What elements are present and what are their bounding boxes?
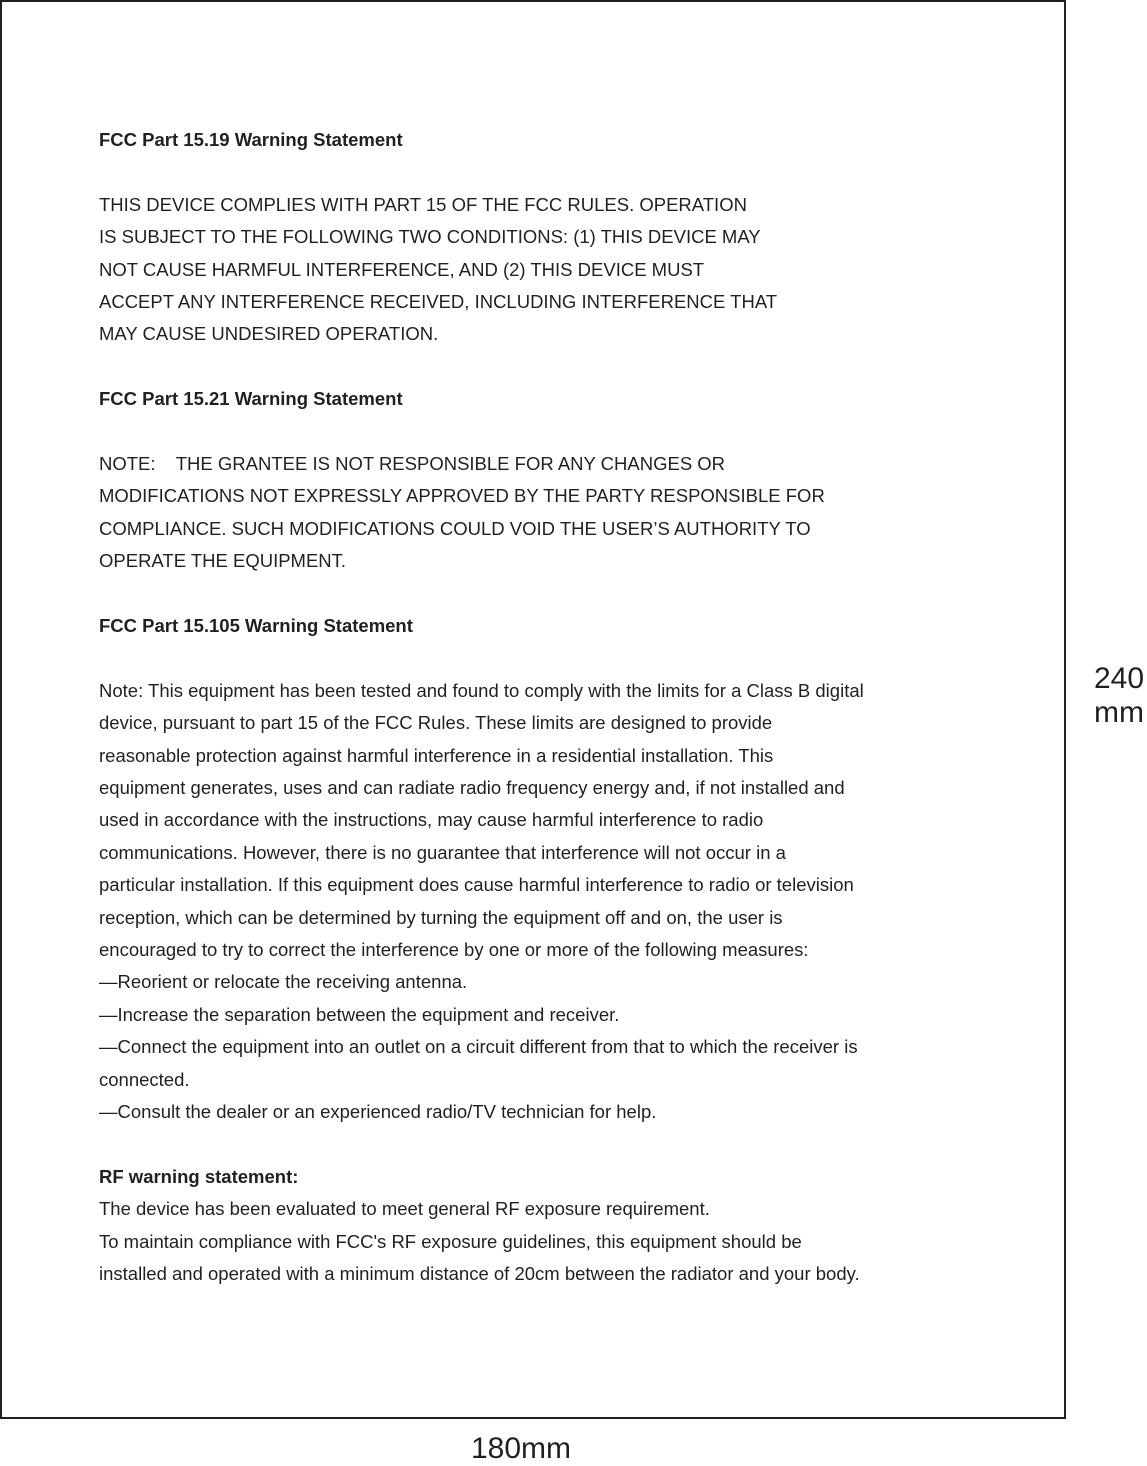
section-heading: RF warning statement: (99, 1165, 299, 1187)
width-dimension-label: 180mm (471, 1432, 572, 1465)
paragraph-line: The device has been evaluated to meet general RF exposure requirement. (99, 1198, 710, 1220)
paragraph-line: reception, which can be determined by turning the equipment off and on, the user is (99, 906, 783, 928)
paragraph-line: encouraged to try to correct the interference by one or more of the following measures: (99, 939, 809, 961)
section-heading: FCC Part 15.105 Warning Statement (99, 615, 413, 637)
section-rf-warning (99, 1161, 999, 1291)
section-heading: FCC Part 15.21 Warning Statement (99, 388, 403, 410)
measure-item: —Reorient or relocate the receiving antenna. (99, 971, 468, 993)
paragraph-line: reasonable protection against harmful interference in a residential installation. This (99, 744, 774, 766)
paragraph-line: used in accordance with the instructions, may cause harmful interference to radio (99, 809, 764, 831)
paragraph-line: communications. However, there is no guarantee that interference will not occur in a (99, 841, 786, 863)
paragraph-line: Note: This equipment has been tested and found to comply with the limits for a Class B digital (99, 679, 864, 701)
paragraph-line: MAY CAUSE UNDESIRED OPERATION. (99, 323, 439, 345)
paragraph-line: MODIFICATIONS NOT EXPRESSLY APPROVED BY THE PARTY RESPONSIBLE FOR (99, 485, 825, 507)
paragraph-line: NOTE: THE GRANTEE IS NOT RESPONSIBLE FOR ANY CHANGES OR (99, 453, 726, 475)
section-fcc-15-21 (99, 383, 999, 577)
section-heading: FCC Part 15.19 Warning Statement (99, 129, 403, 150)
section-fcc-15-19 (99, 124, 999, 351)
paragraph-line: THIS DEVICE COMPLIES WITH PART 15 OF THE FCC RULES. OPERATION (99, 193, 747, 215)
measure-item: —Consult the dealer or an experienced radio/TV technician for help. (99, 1101, 657, 1123)
height-dimension-value: 240 (1094, 662, 1145, 695)
measure-item: connected. (99, 1068, 190, 1090)
measure-item: —Increase the separation between the equipment and receiver. (99, 1003, 620, 1025)
paragraph-line: COMPLIANCE. SUCH MODIFICATIONS COULD VOID THE USER’S AUTHORITY TO (99, 517, 811, 539)
paragraph-line: IS SUBJECT TO THE FOLLOWING TWO CONDITIONS: (1) THIS DEVICE MAY (99, 226, 761, 248)
measure-item: —Connect the equipment into an outlet on a circuit different from that to which the receiver is (99, 1036, 858, 1058)
paragraph-line: ACCEPT ANY INTERFERENCE RECEIVED, INCLUDING INTERFERENCE THAT (99, 291, 778, 313)
paragraph-line: device, pursuant to part 15 of the FCC Rules. These limits are designed to provide (99, 712, 773, 734)
height-dimension-unit: mm (1094, 696, 1144, 729)
paragraph-line: OPERATE THE EQUIPMENT. (99, 550, 347, 572)
paragraph-line: equipment generates, uses and can radiate radio frequency energy and, if not installed and (99, 777, 845, 799)
section-fcc-15-105 (99, 610, 999, 1128)
paragraph-line: particular installation. If this equipment does cause harmful interference to radio or television (99, 874, 854, 896)
document-content (99, 124, 999, 1291)
height-dimension-label (1094, 662, 1144, 730)
paragraph-line: installed and operated with a minimum distance of 20cm between the radiator and your body. (99, 1263, 860, 1285)
paragraph-line: NOT CAUSE HARMFUL INTERFERENCE, AND (2) THIS DEVICE MUST (99, 258, 705, 280)
paragraph-line: To maintain compliance with FCC's RF exposure guidelines, this equipment should be (99, 1230, 802, 1252)
